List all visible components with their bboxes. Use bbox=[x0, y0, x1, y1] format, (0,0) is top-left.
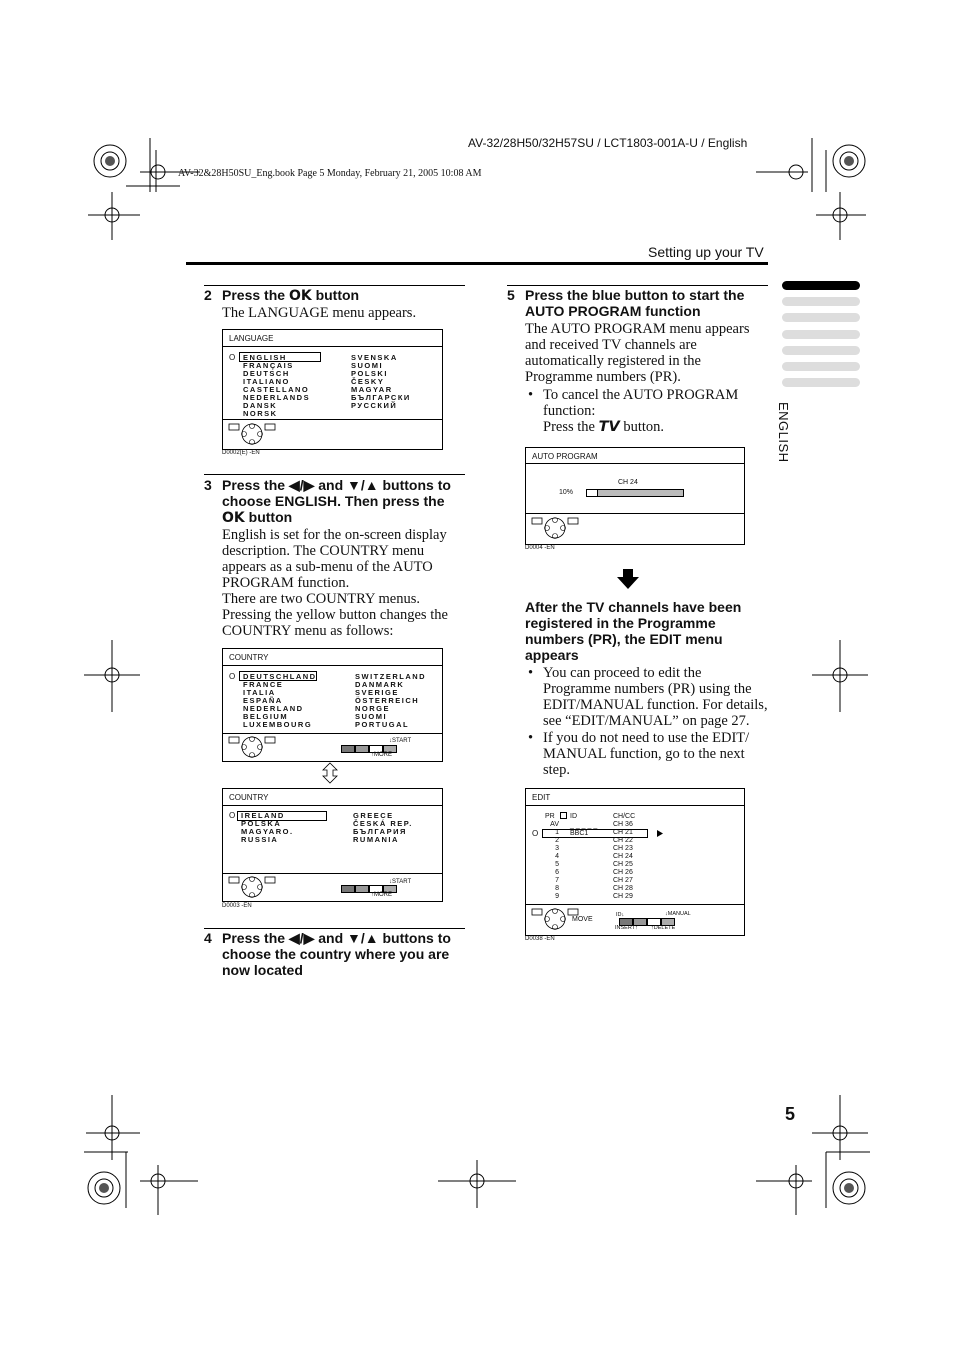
book-info: AV-32&28H50SU_Eng.book Page 5 Monday, February 21, 2005 10:08 AM bbox=[178, 168, 482, 179]
menu-title: LANGUAGE bbox=[229, 334, 274, 343]
language-item: РУССКИЙ bbox=[351, 401, 398, 410]
cursor-marker: O bbox=[229, 353, 236, 362]
progress-percent: 10% bbox=[559, 489, 574, 496]
figure-caption: D0003 -EN bbox=[222, 903, 252, 909]
pr-header: PR bbox=[545, 813, 555, 820]
channel-label: CH 24 bbox=[618, 479, 638, 486]
remote-dpad-icon bbox=[531, 516, 579, 540]
country-item: BELGIUM bbox=[243, 712, 289, 721]
after-bullet-1: You can proceed to edit the Programme numbers (PR) using the EDIT/MANUAL function. For details, see “EDIT/MANUAL” on page 27. bbox=[543, 665, 768, 729]
language-item: ENGLISH bbox=[243, 353, 287, 362]
start-label: ↓START bbox=[389, 879, 412, 885]
language-item: SUOMI bbox=[351, 361, 384, 370]
delete-label: ↑DELETE bbox=[651, 925, 676, 931]
menu-title: EDIT bbox=[532, 793, 551, 802]
step5-title: Press the blue button to start the AUTO PROGRAM function bbox=[525, 287, 745, 319]
insert-label: INSERT↑ bbox=[615, 925, 638, 931]
country-item: POLSKA bbox=[241, 819, 282, 828]
menu-title: COUNTRY bbox=[229, 793, 269, 802]
country-item: ESPAÑA bbox=[243, 696, 283, 705]
country-item: NORGE bbox=[355, 704, 391, 713]
bullet-marker: • bbox=[528, 665, 534, 681]
manual-label: ↓MANUAL bbox=[665, 911, 691, 917]
id-header: ID bbox=[570, 813, 577, 820]
side-tab-active bbox=[782, 281, 860, 290]
side-tab bbox=[782, 346, 860, 355]
edit-menu bbox=[525, 788, 745, 936]
language-item: БЪЛГАРСКИ bbox=[351, 393, 411, 402]
more-label: ↑MORE bbox=[371, 752, 392, 758]
swap-arrows-icon bbox=[321, 762, 339, 784]
color-button bbox=[355, 885, 369, 893]
country-item: ČESKÁ REP. bbox=[353, 819, 413, 828]
language-item: CASTELLANO bbox=[243, 385, 310, 394]
side-tab bbox=[782, 362, 860, 371]
color-button bbox=[341, 745, 355, 753]
right-arrow-icon bbox=[657, 830, 663, 837]
color-button bbox=[355, 745, 369, 753]
id-column: _ _ _ _ _ BBC1 bbox=[570, 822, 598, 837]
language-item: SVENSKA bbox=[351, 353, 398, 362]
chcc-header: CH/CC bbox=[613, 813, 636, 820]
progress-bar bbox=[586, 489, 684, 497]
remote-dpad-icon bbox=[228, 875, 276, 899]
language-item: NORSK bbox=[243, 409, 278, 418]
country-item: MAGYARO. bbox=[241, 827, 294, 836]
cursor-marker: O bbox=[229, 811, 236, 820]
country-item: SVERIGE bbox=[355, 688, 399, 697]
side-tab bbox=[782, 330, 860, 339]
step5-number: 5 bbox=[507, 287, 515, 303]
language-item: FRANÇAIS bbox=[243, 361, 294, 370]
country-item: GREECE bbox=[353, 811, 394, 820]
step2-title: Press the OK button bbox=[222, 287, 360, 304]
section-title: Setting up your TV bbox=[648, 244, 764, 260]
country-item: ITALIA bbox=[243, 688, 276, 697]
country-item: RUSSIA bbox=[241, 835, 279, 844]
step2-number: 2 bbox=[204, 287, 212, 303]
after-title: After the TV channels have been registered in the Programme numbers (PR), the EDIT menu appears bbox=[525, 599, 742, 663]
page-number: 5 bbox=[785, 1104, 796, 1124]
color-button bbox=[341, 885, 355, 893]
country-item: ÖSTERREICH bbox=[355, 696, 420, 705]
country-item: FRANCE bbox=[243, 680, 284, 689]
move-label: MOVE bbox=[572, 916, 593, 923]
language-item: ČESKY bbox=[351, 377, 385, 386]
progress-fill bbox=[587, 490, 598, 496]
country-item: PORTUGAL bbox=[355, 720, 410, 729]
step2-rule bbox=[204, 285, 465, 286]
more-label: ↑MORE bbox=[371, 892, 392, 898]
country-item: DEUTSCHLAND bbox=[243, 672, 317, 681]
country-item: SWITZERLAND bbox=[355, 672, 427, 681]
cursor-marker: O bbox=[532, 829, 539, 838]
country-item: БЪЛГАРИЯ bbox=[353, 827, 407, 836]
figure-caption: D0038 -EN bbox=[525, 936, 555, 942]
cursor-marker: O bbox=[229, 672, 236, 681]
auto-program-menu bbox=[525, 447, 745, 545]
remote-dpad-icon bbox=[228, 422, 276, 446]
step3-number: 3 bbox=[204, 477, 212, 493]
language-item: ITALIANO bbox=[243, 377, 290, 386]
side-tab bbox=[782, 297, 860, 306]
country-item: SUOMI bbox=[355, 712, 388, 721]
pr-column: AV 1 2 3 4 5 6 7 8 9 bbox=[550, 821, 559, 900]
step5-body: The AUTO PROGRAM menu appears and received TV channels are automatically registered in the Programme numbers (PR). bbox=[525, 321, 750, 385]
country-menu-2 bbox=[222, 788, 443, 902]
country-item: NEDERLAND bbox=[243, 704, 304, 713]
bullet-marker: • bbox=[528, 730, 534, 746]
step4-number: 4 bbox=[204, 930, 212, 946]
language-item: DEUTSCH bbox=[243, 369, 290, 378]
bullet-marker: • bbox=[528, 387, 534, 403]
country-item: LUXEMBOURG bbox=[243, 720, 313, 729]
language-menu bbox=[222, 329, 443, 450]
menu-title: COUNTRY bbox=[229, 653, 269, 662]
menu-title: AUTO PROGRAM bbox=[532, 452, 598, 461]
step4-title: Press the ◀/▶ and ▼/▲ buttons to choose the country where you are now located bbox=[222, 930, 451, 978]
remote-dpad-icon bbox=[228, 735, 276, 759]
figure-caption: D0004 -EN bbox=[525, 545, 555, 551]
step3-rule bbox=[204, 474, 465, 475]
header-rule bbox=[186, 262, 768, 265]
step5-bullet: To cancel the AUTO PROGRAM function: Press the TV button. bbox=[543, 387, 739, 435]
country-item: DANMARK bbox=[355, 680, 405, 689]
side-tab bbox=[782, 313, 860, 322]
step3-title: Press the ◀/▶ and ▼/▲ buttons to choose ENGLISH. Then press the OK button bbox=[222, 477, 451, 526]
ch-column: CH 36 CH 21 CH 22 CH 23 CH 24 CH 25 CH 26 CH 27 CH 28 CH 29 bbox=[613, 821, 633, 900]
side-tab bbox=[782, 378, 860, 387]
step5-rule bbox=[507, 285, 768, 286]
id-label: ID↓ bbox=[616, 912, 625, 918]
lock-icon bbox=[560, 812, 567, 819]
figure-caption: D0002(E) -EN bbox=[222, 450, 260, 456]
step2-body: The LANGUAGE menu appears. bbox=[222, 305, 417, 321]
step3-body: English is set for the on-screen display description. The COUNTRY menu appears as a sub-menu of the AUTO PROGRAM function. There are two COUNTRY menus. Pressing the yellow button changes the COUNTRY menu as follows: bbox=[222, 527, 448, 639]
document-id: AV-32/28H50/32H57SU / LCT1803-001A-U / English bbox=[468, 136, 748, 150]
down-arrow-icon bbox=[617, 569, 639, 589]
language-item: DANSK bbox=[243, 401, 278, 410]
start-label: ↓START bbox=[389, 738, 412, 744]
country-item: IRELAND bbox=[241, 811, 285, 820]
country-item: RUMANIA bbox=[353, 835, 399, 844]
language-item: MAGYAR bbox=[351, 385, 393, 394]
side-language-label: ENGLISH bbox=[776, 402, 791, 463]
after-bullet-2: If you do not need to use the EDIT/ MANUAL function, go to the next step. bbox=[543, 730, 750, 778]
language-item: NEDERLANDS bbox=[243, 393, 311, 402]
selection-box bbox=[542, 829, 648, 838]
step4-rule bbox=[204, 928, 465, 929]
country-menu-1 bbox=[222, 648, 443, 762]
language-item: POLSKI bbox=[351, 369, 388, 378]
